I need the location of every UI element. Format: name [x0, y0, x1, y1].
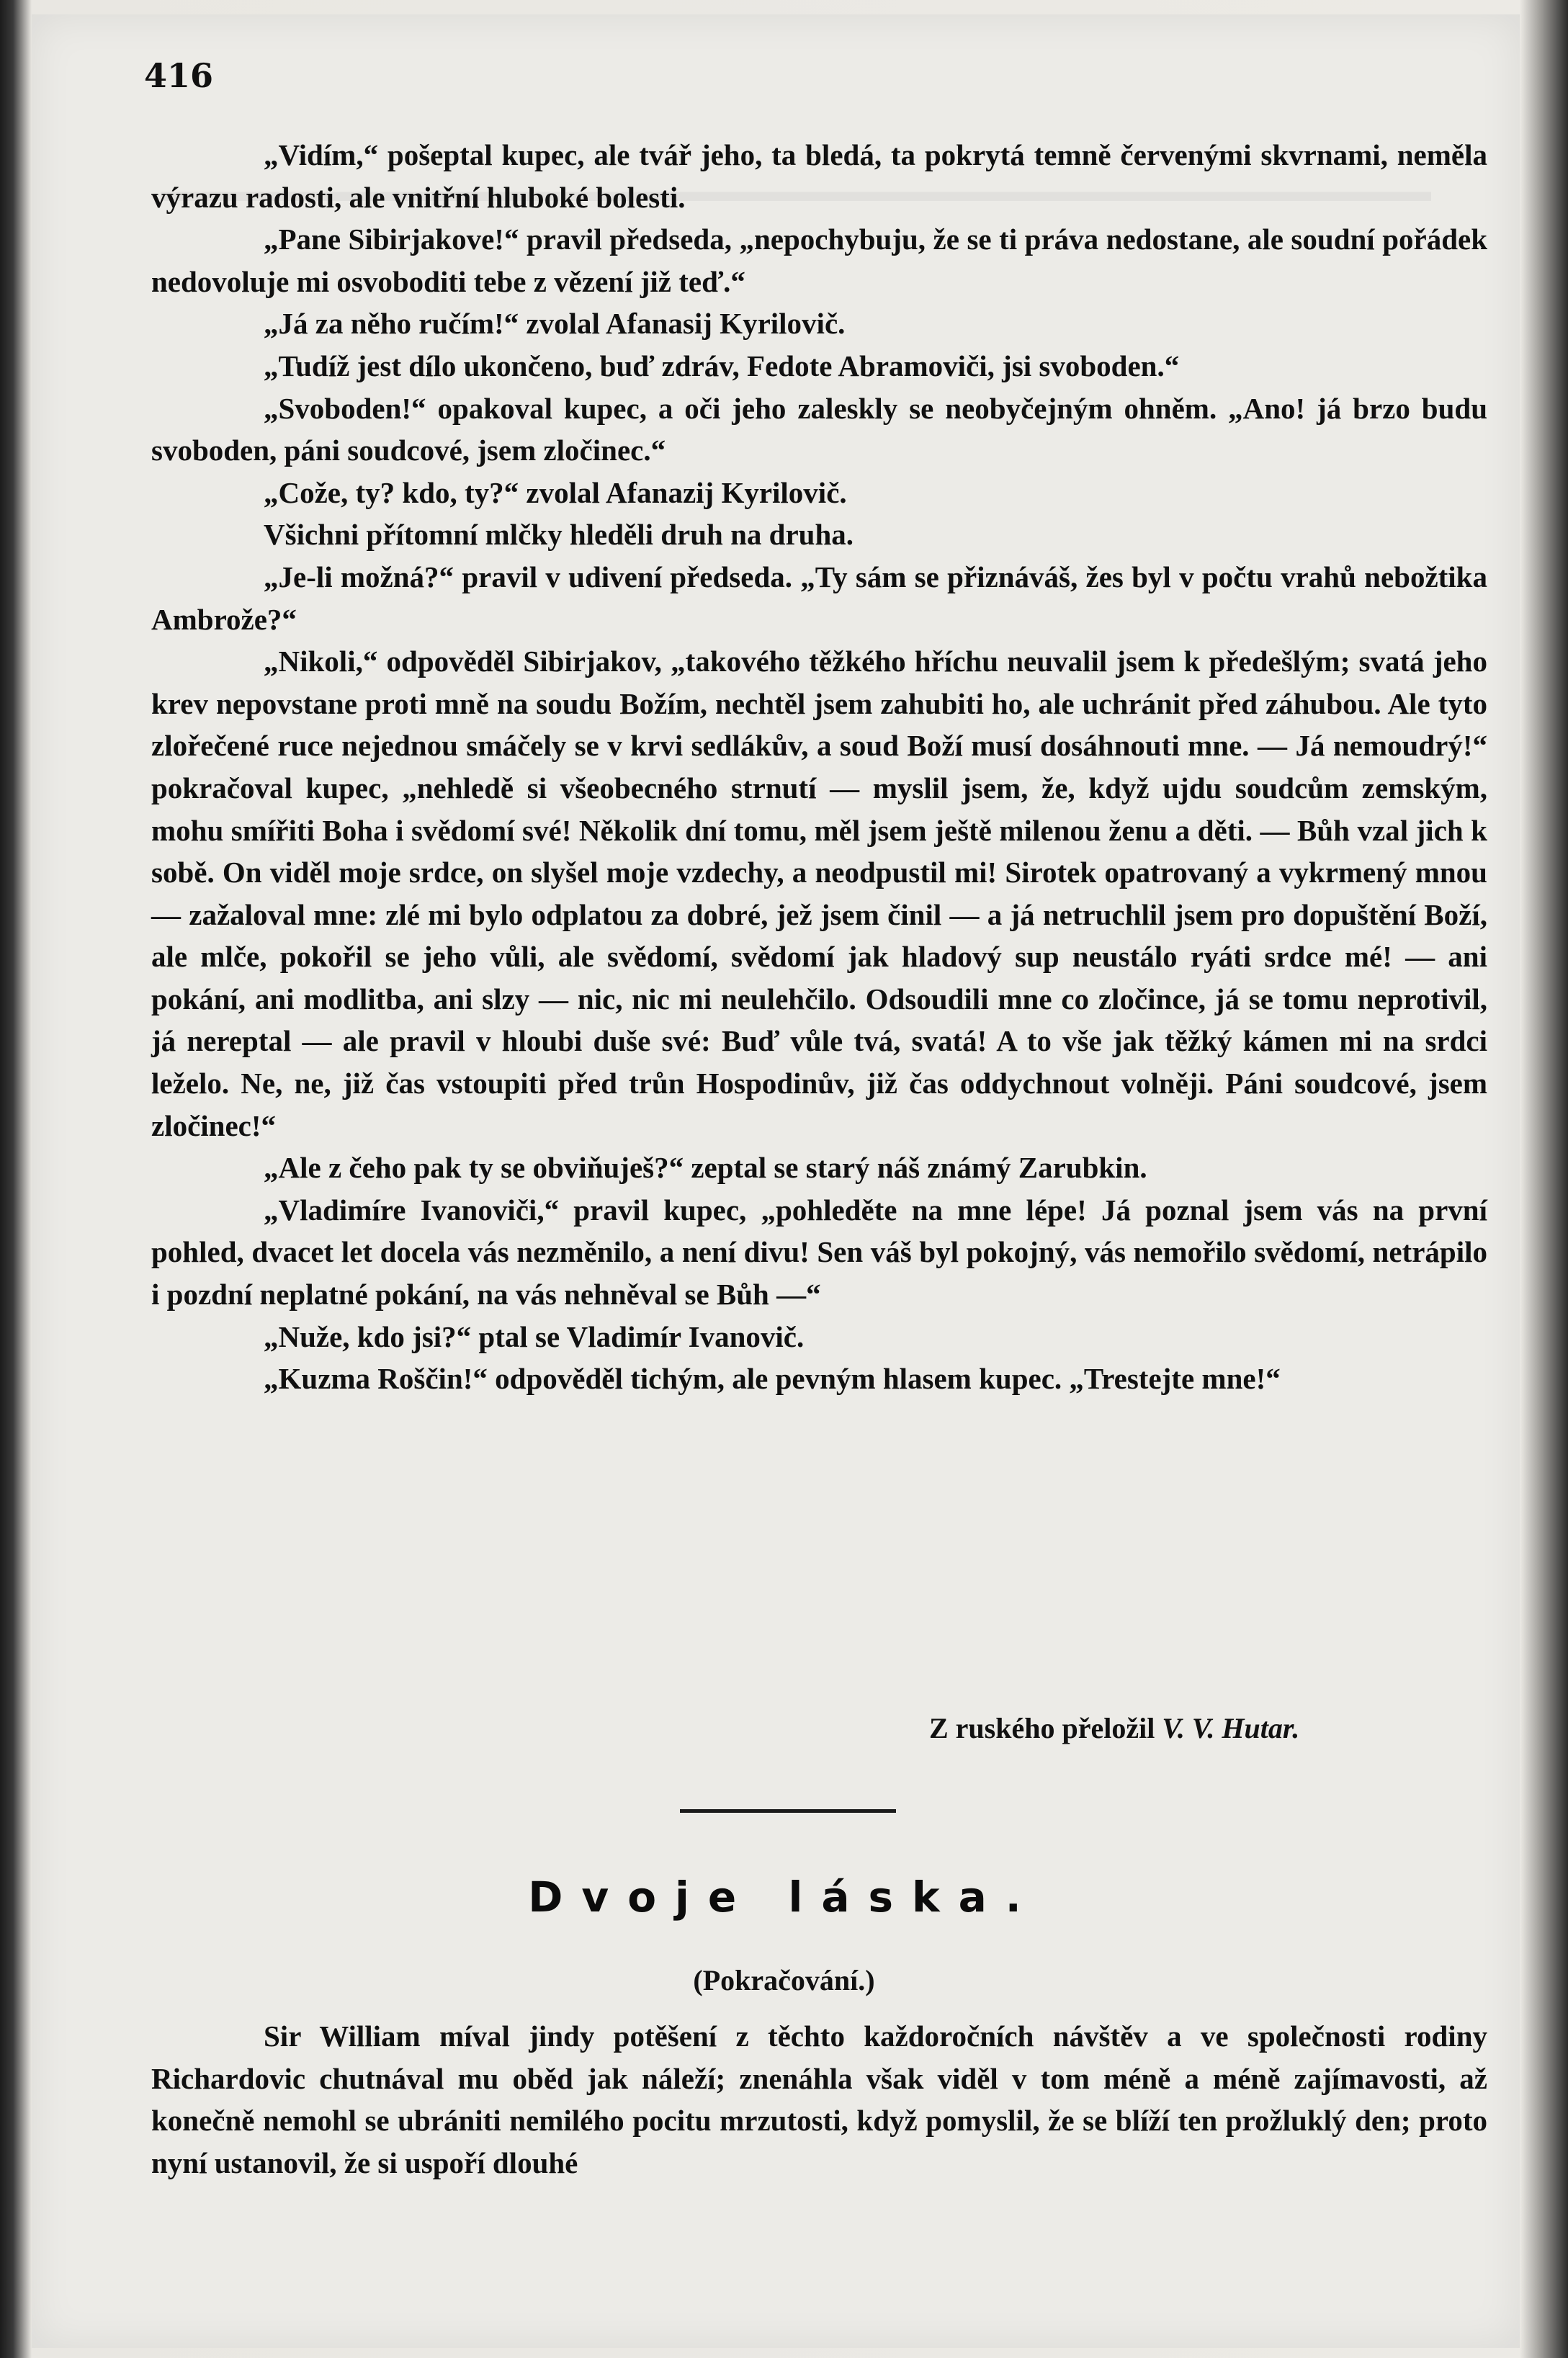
paragraph: „Nuže, kdo jsi?“ ptal se Vladimír Ivanovič. [264, 1319, 805, 1353]
page-number: 416 [144, 56, 214, 95]
article-subtitle: (Pokračování.) [693, 1964, 875, 1996]
paragraph: „Pane Sibirjakove!“ pravil předseda, „nepochybuju, že se ti práva nedostane, ale soudní pořádek nedovoluje mi osvoboditi tebe z vězení již teď.“ [151, 223, 1487, 298]
article-title: Dvoje láska. [528, 1873, 1040, 1922]
credit-author: V. V. Hutar. [1162, 1712, 1300, 1744]
paragraph: „Je-li možná?“ pravil v udivení předseda. „Ty sám se přiznáváš, žes byl v počtu vrahů nebožtika Ambrože?“ [151, 560, 1487, 636]
credit-prefix: Z ruského přeložil [929, 1712, 1155, 1744]
paragraph: „Svoboden!“ opakoval kupec, a oči jeho zaleskly se neobyčejným ohněm. „Ano! já brzo budu svoboden, páni soudcové, jsem zločinec.“ [151, 391, 1487, 467]
paragraph: „Nikoli,“ odpověděl Sibirjakov, „takového těžkého hříchu neuvalil jsem k předešlým; svatá jeho krev nepovstane proti mně na soudu Božím, nechtěl jsem zahubiti ho, ale uchránit před záhubou. Ale tyto zlořečené ruce nejednou smáčely se v krvi sedlákův, a soud Boží musí dosáhnouti mne. — Já nemoudrý!“ pokračoval kupec, „nehledě si všeobecného strnutí — myslil jsem, že, když ujdu soudcům zemským, mohu smířiti Boha i svědomí své! Několik dní tomu, měl jsem ještě milenou ženu a děti. — Bůh vzal jich k sobě. On viděl moje srdce, on slyšel moje vzdechy, a neodpustil mi! Sirotek opatrovaný a vykrmený mnou — zažaloval mne: zlé mi bylo odplatou za dobré, jež jsem činil — a já netruchlil jsem pro dopuštění Boží, ale mlče, pokořil se jeho vůli, ale svědomí, svědomí jak hladový sup neustálo ryáti srdce mé! — ani pokání, ani modlitba, ani slzy — nic, nic mi neulehčilo. Odsoudili mne co zločince, já se tomu neprotivil, já nereptal — ale pravil v hloubi duše své: Buď vůle tvá, svatá! A to vše jak těžký kámen mi na srdci leželo. Ne, ne, již čas vstoupiti před trůn Hospodinův, již čas oddychnout volněji. Páni soudcové, jsem zločinec!“ [151, 645, 1487, 1142]
paragraph: Všichni přítomní mlčky hleděli druh na druha. [264, 518, 854, 552]
paragraph: „Vladimíre Ivanoviči,“ pravil kupec, „pohleděte na mne lépe! Já poznal jsem vás na první pohled, dvacet let docela vás nezměnilo, a není divu! Sen váš byl pokojný, vás nemořilo svědomí, netrápilo i pozdní neplatné pokání, na vás nehněval se Bůh —“ [151, 1193, 1487, 1312]
paragraph: „Kuzma Roščin!“ odpověděl tichým, ale pevným hlasem kupec. „Trestejte mne!“ [264, 1362, 1281, 1396]
section-divider [680, 1809, 896, 1813]
paragraph: „Cože, ty? kdo, ty?“ zvolal Afanazij Kyrilovič. [264, 475, 847, 509]
paragraph: „Ale z čeho pak ty se obviňuješ?“ zeptal se starý náš známý Zarubkin. [264, 1151, 1147, 1185]
paragraph: „Já za něho ručím!“ zvolal Afanasij Kyrilovič. [264, 307, 846, 341]
paragraph: „Vidím,“ pošeptal kupec, ale tvář jeho, ta bledá, ta pokrytá temně červenými skvrnami, neměla výrazu radosti, ale vnitřní hluboké bolesti. [151, 138, 1487, 214]
article-text [151, 2015, 1487, 2184]
translator-credit [929, 1711, 1299, 1745]
story-text [151, 134, 1487, 1400]
paragraph: Sir William míval jindy potěšení z těchto každoročních návštěv a ve společnosti rodiny Richardovic chutnával mu oběd jak náleží; znenáhla však viděl v tom méně a méně zajímavosti, až konečně nemohl se ubrániti nemilého pocitu mrzutosti, když pomyslil, že se blíží ten prožluklý den; proto nyní ustanovil, že si uspoří dlouhé [151, 2019, 1487, 2179]
paragraph: „Tudíž jest dílo ukončeno, buď zdráv, Fedote Abramoviči, jsi svoboden.“ [264, 349, 1180, 382]
